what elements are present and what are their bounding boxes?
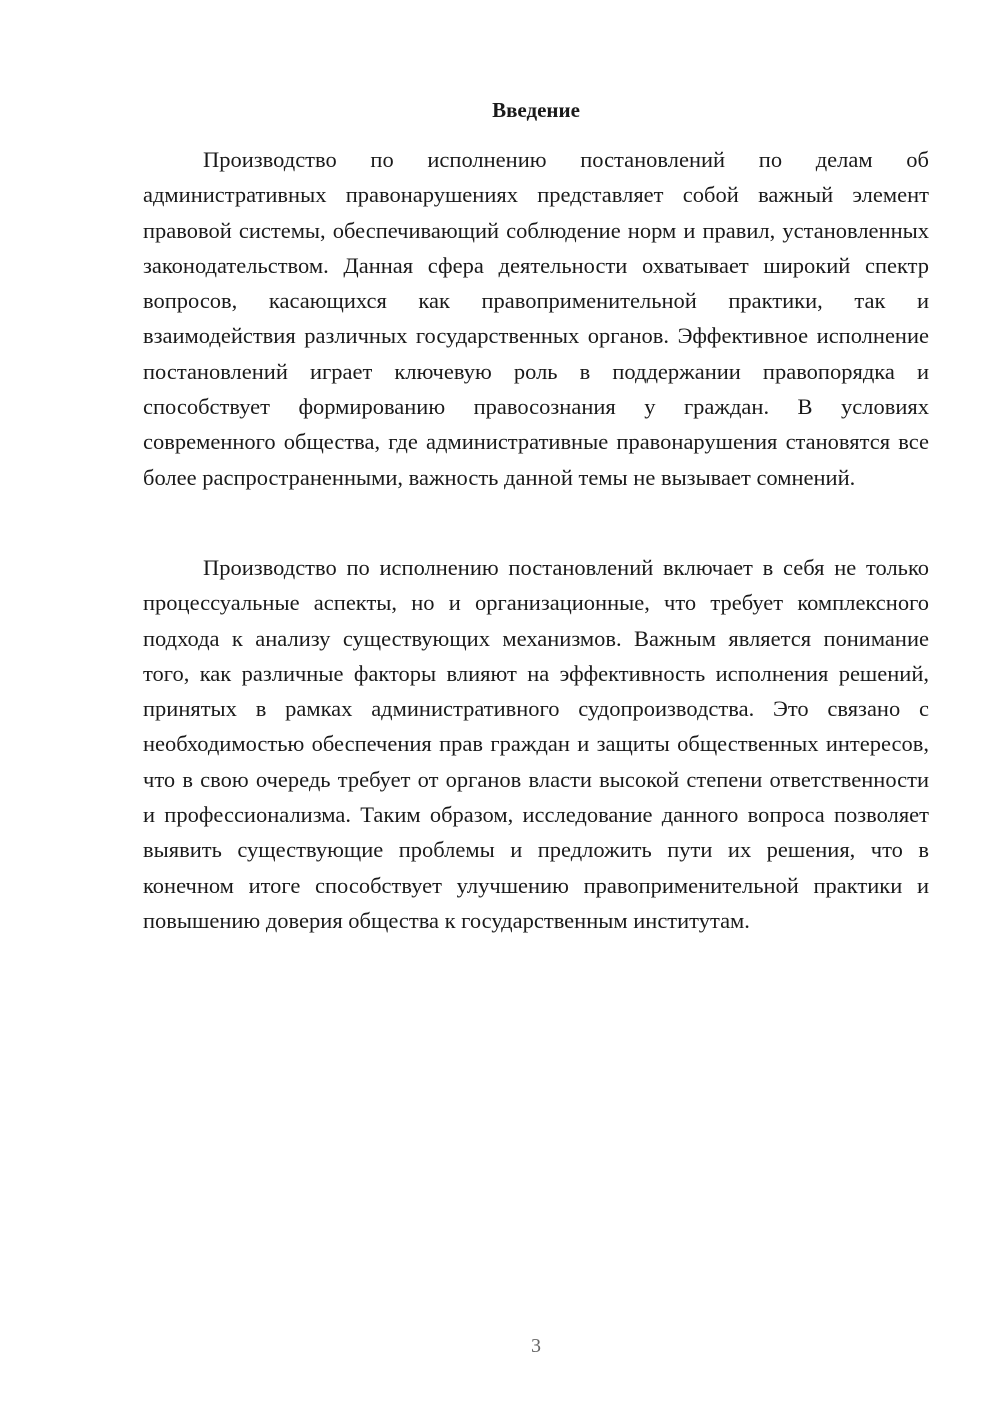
paragraph-1: Производство по исполнению постановлений по делам об административных правонарушениях представляет собой важный элемент правовой системы, обеспечивающий соблюдение норм и правил, установленных законодательством. Данная сфера деятельности охватывает широкий спектр вопросов, касающихся как правоприменительной практики, так и взаимодействия различных государственных органов. Эффективное исполнение постановлений играет ключевую роль в поддержании правопорядка и способствует формированию правосознания у граждан. В условиях современного общества, где административные правонарушения становятся все более распространенными, важность данной темы не вызывает сомнений. — [143, 147, 929, 490]
page-number: 3 — [531, 1335, 541, 1357]
paragraph-2: Производство по исполнению постановлений включает в себя не только процессуальные аспекты, но и организационные, что требует комплексного подхода к анализу существующих механизмов. Важным является понимание того, как различные факторы влияют на эффективность исполнения решений, принятых в рамках административного судопроизводства. Это связано с необходимостью обеспечения прав граждан и защиты общественных интересов, что в свою очередь требует от органов власти высокой степени ответственности и профессионализма. Таким образом, исследование данного вопроса позволяет выявить существующие проблемы и предложить пути их решения, что в конечном итоге способствует улучшению правоприменительной практики и повышению доверия общества к государственным институтам. — [143, 555, 929, 933]
section-title: Введение — [492, 98, 580, 122]
